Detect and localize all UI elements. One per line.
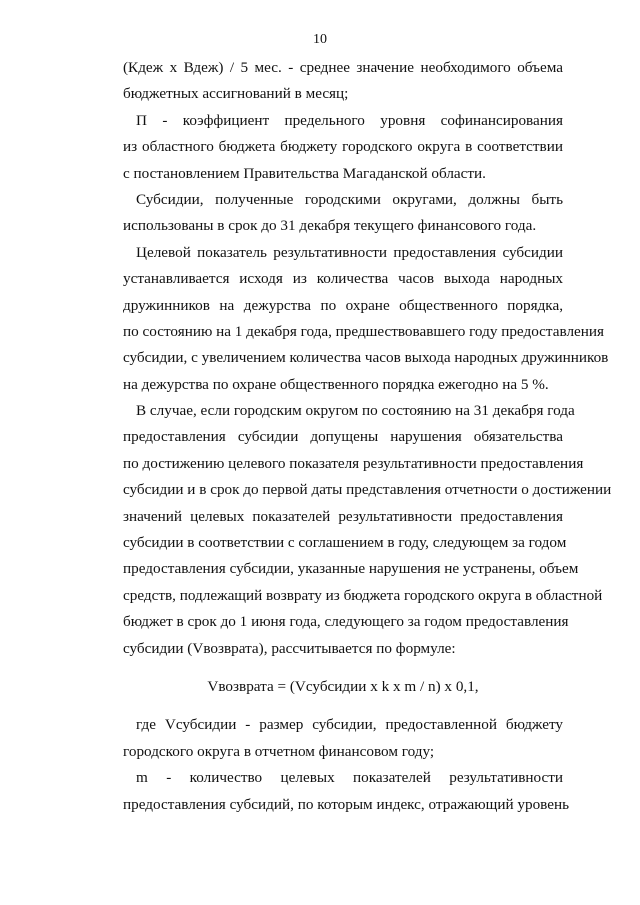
text-line: m - количество целевых показателей результативности [136,769,563,787]
text-line: по достижению целевого показателя результативности предоставления [123,454,584,472]
text-line: средств, подлежащий возврату из бюджета городского округа в областной [123,586,603,604]
text-line: на дежурства по охране общественного порядка ежегодно на 5 %. [123,375,549,393]
text-line: Субсидии, полученные городскими округами, должны быть [136,190,563,208]
text-line: с постановлением Правительства Магаданской области. [123,164,486,182]
text-line: где Vсубсидии - размер субсидии, предоставленной бюджету [136,716,563,734]
text-line: Целевой показатель результативности предоставления субсидии [136,243,563,261]
return-formula: Vвозврата = (Vсубсидии x k x m / n) x 0,1, [207,677,479,695]
text-line: дружинников на дежурства по охране общественного порядка, [123,296,563,314]
paragraph-violation-case [123,398,612,662]
paragraph-kdezh [123,55,563,108]
text-line: значений целевых показателей результативности предоставления [123,507,563,525]
text-line: предоставления субсидий, по которым индекс, отражающий уровень [123,795,570,813]
text-line: устанавливается исходя из количества часов выхода народных [123,270,563,288]
text-line: бюджетных ассигнований в месяц; [123,85,349,103]
text-line: предоставления субсидии допущены нарушения обязательства [123,428,563,446]
text-line: субсидии и в срок до первой даты представления отчетности о достижении [123,481,612,499]
text-line: (Кдеж х Вдеж) / 5 мес. - среднее значение необходимого объема [123,59,563,76]
document-body [123,55,612,818]
paragraph-vsubsidy-definition [123,712,563,765]
text-line: предоставления субсидии, указанные нарушения не устранены, объем [123,560,579,578]
text-line: бюджет в срок до 1 июня года, следующего за годом предоставления [123,613,569,631]
text-line: субсидии в соответствии с соглашением в году, следующем за годом [123,534,567,552]
text-line: субсидии, с увеличением количества часов выхода народных дружинников [123,349,609,367]
paragraph-coefficient [123,108,563,187]
text-line: по состоянию на 1 декабря года, предшествовавшего году предоставления [123,322,605,340]
text-line: городского округа в отчетном финансовом году; [123,742,435,760]
paragraph-subsidy-deadline [123,187,563,240]
text-line: В случае, если городским округом по состоянию на 31 декабря года [136,402,575,420]
text-line: из областного бюджета бюджету городского округа в соответствии [123,138,563,156]
text-line: использованы в срок до 31 декабря текущего финансового года. [123,217,537,235]
text-line: П - коэффициент предельного уровня софинансирования [136,111,563,129]
text-line: субсидии (Vвозврата), рассчитывается по формуле: [123,639,456,657]
page-number: 10 [313,32,327,47]
paragraph-m-definition [123,765,570,818]
paragraph-target-indicator [123,240,609,398]
